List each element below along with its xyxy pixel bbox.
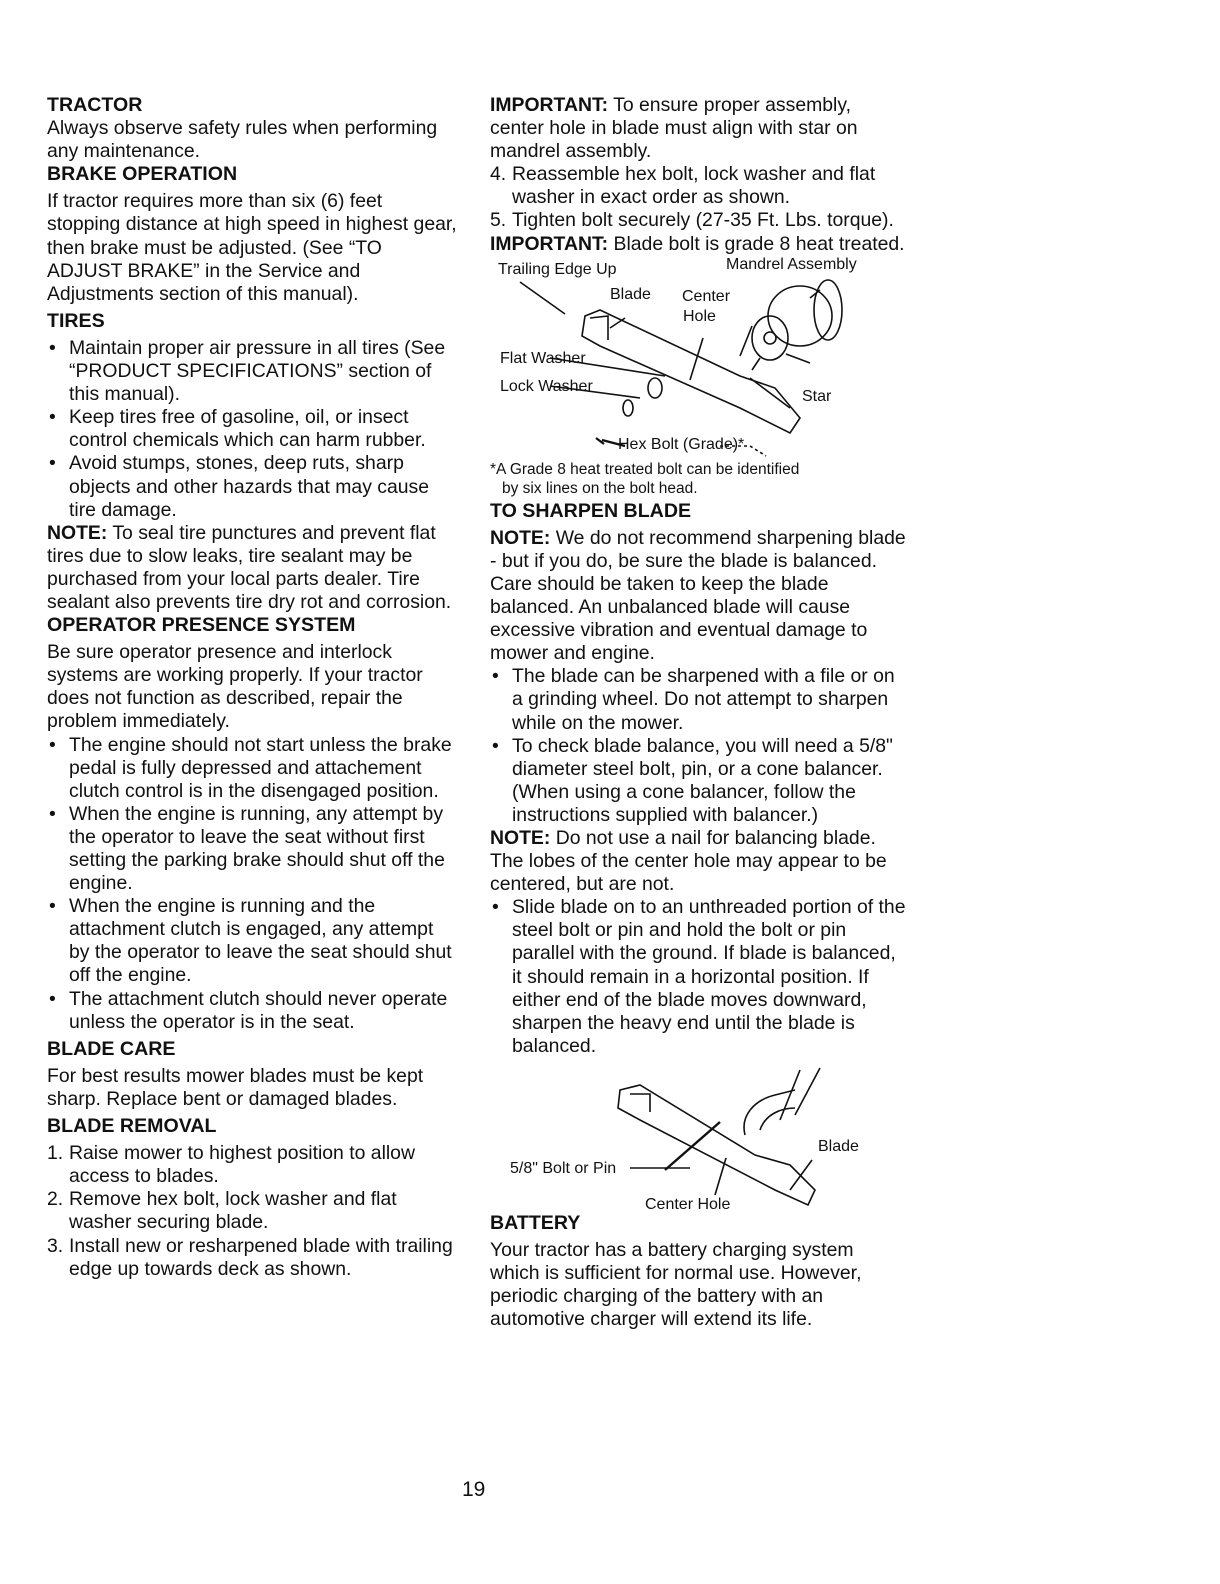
step-text: Reassemble hex bolt, lock washer and flat washer in exact order as shown. bbox=[512, 163, 876, 209]
hole-label: Hole bbox=[683, 307, 716, 325]
bolt-pin-shape bbox=[665, 1122, 720, 1170]
star-label: Star bbox=[802, 387, 832, 405]
battery-heading: BATTERY bbox=[490, 1211, 581, 1234]
blade-care-heading: BLADE CARE bbox=[47, 1037, 176, 1060]
page-number: 19 bbox=[462, 1478, 486, 1501]
right-column bbox=[490, 94, 906, 1331]
blade-removal-heading: BLADE REMOVAL bbox=[47, 1115, 217, 1138]
step-number: 3. bbox=[47, 1234, 64, 1257]
assembly-steps bbox=[490, 163, 906, 232]
hand-shape bbox=[744, 1090, 795, 1135]
list-item: • The engine should not start unless the brake pedal is fully depressed and attachement clutch control is in the disengaged position. bbox=[47, 734, 459, 803]
tires-heading: TIRES bbox=[47, 309, 105, 332]
center-hole-label: Center Hole bbox=[645, 1195, 731, 1213]
important-text: Blade bolt is grade 8 heat treated. bbox=[608, 232, 905, 255]
note-text: Do not use a nail for balancing blade. The lobes of the center hole may appear to be centered, but are not. bbox=[490, 826, 887, 896]
step-text: Remove hex bolt, lock washer and flat washer securing blade. bbox=[69, 1188, 397, 1234]
sharpen-heading: TO SHARPEN BLADE bbox=[490, 499, 692, 522]
step-number: 2. bbox=[47, 1188, 64, 1211]
important-bolt bbox=[490, 233, 906, 256]
blade-balance-figure bbox=[490, 1060, 906, 1213]
blade-removal-steps bbox=[47, 1142, 459, 1281]
list-item: • Maintain proper air pressure in all tires (See “PRODUCT SPECIFICATIONS” section of this manual). bbox=[47, 337, 459, 406]
note-label: NOTE: bbox=[47, 521, 108, 544]
left-column bbox=[47, 94, 459, 1281]
important-assembly bbox=[490, 94, 906, 163]
list-item: • The blade can be sharpened with a file or on a grinding wheel. Do not attempt to sharpen while on the mower. bbox=[490, 665, 906, 734]
balance-blade-shape bbox=[618, 1085, 815, 1205]
sharpen-list bbox=[490, 665, 906, 827]
step-number: 5. bbox=[490, 209, 507, 232]
list-item: • The attachment clutch should never operate unless the operator is in the seat. bbox=[47, 988, 459, 1034]
note-label: NOTE: bbox=[490, 526, 551, 549]
center-label: Center bbox=[682, 287, 731, 305]
step-number: 1. bbox=[47, 1142, 64, 1165]
hex-bolt-label: Hex Bolt (Grade)* bbox=[618, 435, 745, 453]
important-label: IMPORTANT: bbox=[490, 232, 609, 255]
flat-washer-shape bbox=[648, 378, 662, 398]
sharpen-text: Care should be taken to keep the blade balanced. An unbalanced blade will cause excessive vibration and eventual damage to mower and engine. bbox=[490, 572, 868, 665]
step-text: Install new or resharpened blade with trailing edge up towards deck as shown. bbox=[69, 1234, 453, 1280]
blade-assembly-figure bbox=[490, 255, 906, 458]
list-item: • Avoid stumps, stones, deep ruts, sharp objects and other hazards that may cause tire damage. bbox=[47, 452, 459, 521]
balance-note bbox=[490, 827, 906, 896]
list-item: • When the engine is running and the attachment clutch is engaged, any attempt by the operator to leave the seat should shut off the engine. bbox=[47, 895, 459, 987]
note-text: To seal tire punctures and prevent flat tires due to slow leaks, tire sealant may be purchased from your local parts dealer. Tire sealant also prevents tire dry rot and corrosion. bbox=[47, 521, 452, 613]
list-item: • When the engine is running, any attempt by the operator to leave the seat without first setting the parking brake should shut off the engine. bbox=[47, 803, 459, 895]
mandrel-housing bbox=[752, 316, 788, 360]
bolt-or-pin-label: 5/8" Bolt or Pin bbox=[510, 1159, 617, 1177]
important-label: IMPORTANT: bbox=[490, 94, 609, 116]
list-item bbox=[490, 209, 906, 232]
tires-list bbox=[47, 337, 459, 522]
operator-presence-list bbox=[47, 734, 459, 1034]
list-item bbox=[47, 1142, 459, 1188]
trailing-edge-up-label: Trailing Edge Up bbox=[498, 260, 617, 278]
operator-presence-heading: OPERATOR PRESENCE SYSTEM bbox=[47, 614, 356, 637]
list-item bbox=[47, 1188, 459, 1234]
tires-note bbox=[47, 522, 459, 614]
lock-washer-label: Lock Washer bbox=[500, 377, 593, 395]
brake-heading: BRAKE OPERATION bbox=[47, 163, 238, 186]
operator-presence-text: Be sure operator presence and interlock systems are working properly. If your tractor does not function as described, repair the problem immediately. bbox=[47, 641, 423, 733]
flat-washer-label: Flat Washer bbox=[500, 349, 586, 367]
list-item: • To check blade balance, you will need a 5/8" diameter steel bolt, pin, or a cone balancer. (When using a cone balancer, follow the instructions supplied with balancer.) bbox=[490, 735, 906, 827]
note-label: NOTE: bbox=[490, 826, 551, 849]
step-text: Tighten bolt securely (27-35 Ft. Lbs. torque). bbox=[512, 209, 894, 232]
battery-text: Your tractor has a battery charging system which is sufficient for normal use. However, periodic charging of the battery with an automotive charger will extend its life. bbox=[490, 1239, 862, 1331]
blade-label: Blade bbox=[610, 285, 651, 303]
step-number: 4. bbox=[490, 163, 507, 186]
list-item bbox=[47, 1235, 459, 1281]
blade-shape bbox=[582, 307, 800, 433]
tractor-heading: TRACTOR bbox=[47, 94, 143, 116]
note-text: We do not recommend sharpening blade - but if you do, be sure the blade is balanced. bbox=[490, 526, 906, 572]
brake-text: If tractor requires more than six (6) feet stopping distance at high speed in highest gear, then brake must be adjusted. (See “TO ADJUST BRAKE” in the Service and Adjustments section of this manual). bbox=[47, 190, 457, 305]
blade-care-text: For best results mower blades must be kept sharp. Replace bent or damaged blades. bbox=[47, 1064, 424, 1110]
balance-blade-label: Blade bbox=[818, 1137, 859, 1155]
important-text: To ensure proper assembly, center hole in blade must align with star on mandrel assembly. bbox=[490, 94, 858, 163]
blade-balance-drawing bbox=[490, 1060, 906, 1210]
footnote-line: *A Grade 8 heat treated bolt can be identified bbox=[490, 460, 800, 478]
balance-list bbox=[490, 896, 906, 1058]
footnote-line: by six lines on the bolt head. bbox=[502, 479, 698, 497]
step-text: Raise mower to highest position to allow access to blades. bbox=[69, 1142, 415, 1188]
list-item: • Slide blade on to an unthreaded portion of the steel bolt or pin and hold the bolt or pin parallel with the ground. If blade is balanced, it should remain in a horizontal position. If either end of the blade moves downward, sharpen the heavy end until the blade is balanced. bbox=[490, 896, 906, 1058]
list-item: • Keep tires free of gasoline, oil, or insect control chemicals which can harm rubber. bbox=[47, 406, 459, 452]
lock-washer-shape bbox=[623, 400, 633, 416]
list-item bbox=[490, 163, 906, 209]
mandrel-assembly-label: Mandrel Assembly bbox=[726, 255, 857, 273]
grade-footnote bbox=[490, 460, 906, 498]
sharpen-note bbox=[490, 527, 906, 573]
tractor-text: Always observe safety rules when performing any maintenance. bbox=[47, 117, 438, 163]
